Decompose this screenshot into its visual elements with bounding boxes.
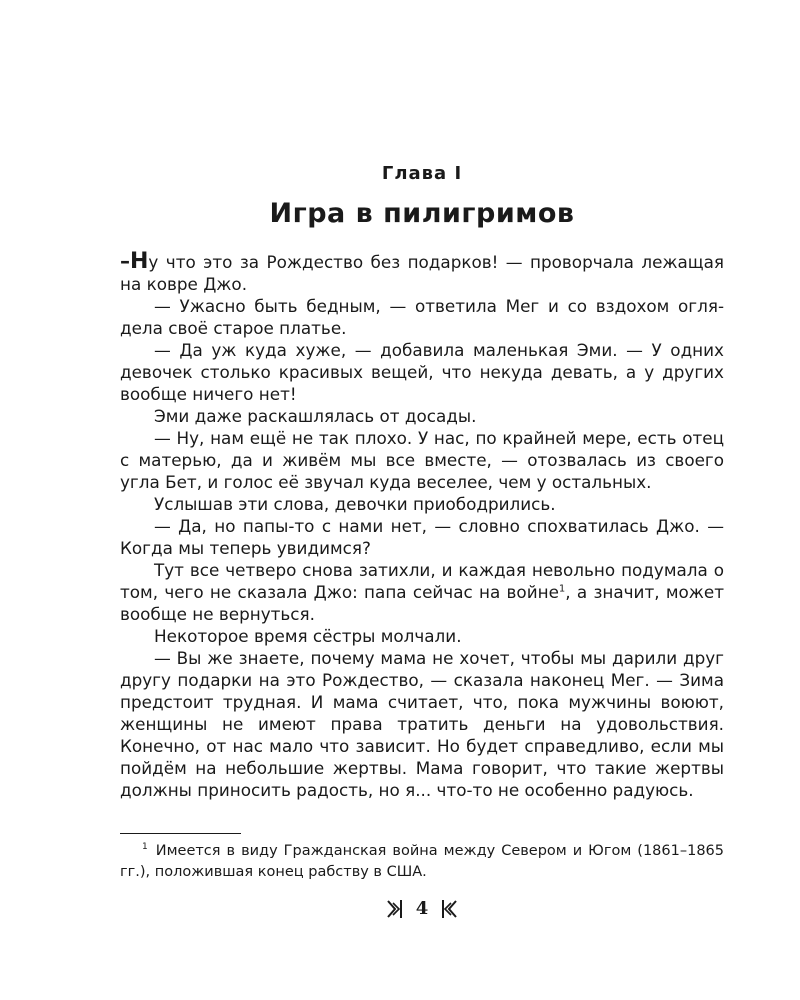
chapter-title: Игра в пилигримов (269, 198, 575, 229)
paragraph: — Да уж куда хуже, — добавила маленькая Эми. — У одних девочек столько красивых вещей, что некуда девать, а у других вообще ничего нет! (120, 340, 724, 404)
footnote-divider (120, 833, 241, 834)
footnote-mark: 1 (142, 842, 148, 853)
footnote-reference[interactable]: 1 (558, 583, 566, 595)
page-number: 4 (415, 898, 429, 919)
paragraph-text: у что это за Рождество без подарков! — проворчала лежащая на ковре Джо. (120, 252, 724, 294)
chapter-label: Глава I (381, 163, 463, 184)
footnote-text: Имеется в виду Гражданская война между Севером и Югом (1861–1865 гг.), положившая конец рабству в США. (120, 843, 724, 880)
right-ornament-icon (440, 899, 458, 919)
body-text (120, 250, 724, 801)
paragraph-text: Тут все четверо снова затихли, и каждая невольно подумала о том, чего не сказала Джо: папа сейчас на войне (120, 560, 724, 602)
paragraph-text: , а значит, может вообще не вернуться. (120, 582, 724, 624)
paragraph: Услышав эти слова, девочки приободрились. (154, 494, 556, 514)
footnote (120, 841, 724, 883)
paragraph: — Да, но папы-то с нами нет, — словно спохватилась Джо. — Когда мы теперь увидимся? (120, 516, 724, 558)
paragraph: — Ужасно быть бедным, — ответила Мег и со вздохом оглядела своё старое платье. (120, 296, 724, 338)
paragraph: Некоторое время сёстры молчали. (154, 626, 462, 646)
paragraph: — Вы же знаете, почему мама не хочет, чтобы мы дарили друг другу подарки на это Рождество, — сказала наконец Мег. — Зима предстоит трудная. И мама считает, что, пока мужчины воюют, женщины не имеют права тратить деньги на удовольствия. Конечно, от нас мало что зависит. Но будет справедливо, если мы пойдём на небольшие жертвы. Мама говорит, что такие жертвы должны приносить радость, но я... что-то не особенно радуюсь. (120, 648, 724, 800)
page-footer (120, 898, 724, 924)
paragraph (120, 559, 724, 625)
paragraph: — Ну, нам ещё не так плохо. У нас, по крайней мере, есть отец с матерью, да и живём мы все вместе, — отозвалась из своего угла Бет, и голос её звучал куда веселее, чем у остальных. (120, 428, 724, 492)
paragraph: Эми даже раскашлялась от досады. (154, 406, 477, 426)
dropcap-letter: Н (130, 249, 149, 274)
dropcap-dash: – (120, 249, 130, 273)
left-ornament-icon (386, 899, 404, 919)
paragraph (120, 250, 724, 295)
